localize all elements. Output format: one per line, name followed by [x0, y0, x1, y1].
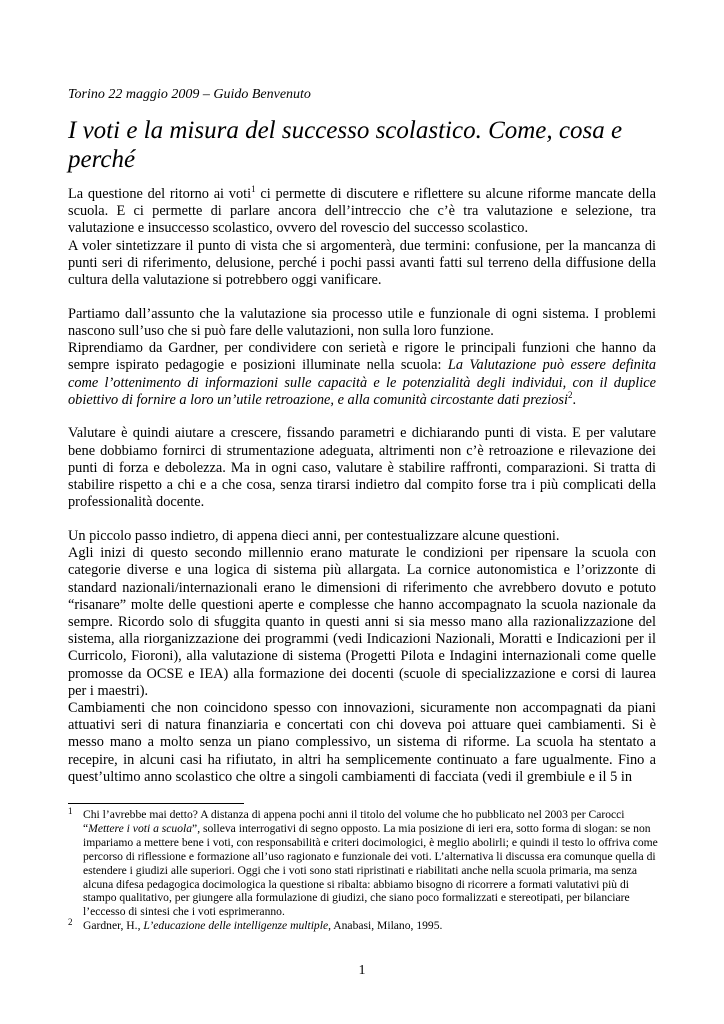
paragraph-1-sentence-a — [68, 186, 656, 238]
paragraph-4-text-c: Cambiamenti che non coincidono spesso con innovazioni, sicuramente non accompagnati da piani attuativi seri di natura finanziaria e concertati con chi doveva poi attuare quei cambiamenti. Si è messo mano a molto senza un piano complessivo, un sistema di riforme. La scuola ha stentato a recepire, in alcuni casi ha rifiutato, in altri ha semplicemente continuato a fare ugualmente. Fino a quest’ultimo anno scolastico che oltre a singoli cambiamenti di facciata (vedi il grembiule e il 5 in — [68, 699, 656, 785]
footnote-1-book-title: Mettere i voti a scuola — [88, 821, 193, 835]
paragraph-4-text-b: Agli inizi di questo secondo millennio erano maturate le condizioni per ripensare la scuola con categorie diverse e una logica di sistema più allargata. La cornice autonomistica e l’orizzonte di standard nazionali/internazionali erano le dimensioni di riferimento che avrebbero dovuto e potuto “risanare” molte delle questioni aperte e complesse che hanno accompagnato la scuola nazionale da sempre. Ricordo solo di sfuggita quanto in questi anni si sia messo mano alla razionalizzazione del sistema, alla riorganizzazione dei programmi (vedi Indicazioni Nazionali, Moratti e Indicazioni per il Curricolo, Fioroni), alla valutazione di sistema (Progetti Pilota e Indagini internazionali come quelle promosse da OCSE e IEA) alla formazione dei docenti (scuole di specializzazione e corsi di laurea per i maestri). — [68, 545, 656, 699]
paragraph-2 — [68, 306, 656, 409]
footnote-2-book-title: L’educazione delle intelligenze multiple — [143, 919, 329, 933]
paragraph-4 — [68, 528, 656, 786]
paragraph-2-text-b: Riprendiamo da Gardner, per condividere con serietà e rigore le principali funzioni che hanno da sempre ispirato pedagogie e posizioni illuminate nella scuola: — [68, 340, 656, 374]
document-page — [68, 86, 656, 803]
dateline: Torino 22 maggio 2009 – Guido Benvenuto — [68, 87, 311, 102]
footnote-1 — [68, 808, 660, 919]
footnote-1-text-a: Chi l’avrebbe mai detto? A distanza di appena pochi anni il titolo del volume che ho pubblicato nel 2003 per Carocci “ — [83, 808, 625, 835]
gardner-quote: La Valutazione può essere definita come l’ottenimento di informazioni sulle capacità e le potenzialità degli individui, con il duplice obiettivo di fornire a loro un’utile retroazione, e alla comunità circostante dati preziosi — [68, 357, 656, 408]
paragraph-1 — [68, 186, 656, 289]
footnote-1-number: 1 — [68, 806, 73, 816]
page-number: 1 — [358, 963, 366, 978]
page-title: I voti e la misura del successo scolastico. Come, cosa e perché — [68, 117, 623, 173]
footnote-ref-1[interactable]: 1 — [251, 184, 256, 195]
footnote-ref-2[interactable]: 2 — [568, 389, 573, 400]
paragraph-4-text-a: Un piccolo passo indietro, di appena dieci anni, per contestualizzare alcune questioni. — [68, 527, 560, 544]
paragraph-3: Valutare è quindi aiutare a crescere, fissando parametri e dichiarando punti di vista. E per valutare bene dobbiamo fornirci di strumentazione adeguata, altrimenti non c’è retroazione e rilevazione dei punti di forza e debolezza. Ma in ogni caso, valutare è stabilire raffronti, comparazioni. Si tratta di stabilire rispetto a chi e a che cosa, senza tirarsi indietro dal compito forse tra i più complicati della professionalità docente. — [68, 425, 656, 511]
footnote-2-text-a: Gardner, H., — [83, 919, 144, 933]
paragraph-1-text-c: A voler sintetizzare il punto di vista che si argomenterà, due termini: confusione, per la mancanza di punti seri di riferimento, delusione, perché i pochi passi avanti fatti sul terreno della diffusione della cultura della valutazione si potrebbero oggi vanificare. — [68, 237, 656, 289]
paragraph-2-sentence-b — [68, 340, 656, 409]
footnote-separator — [68, 803, 244, 804]
footnote-2-text-b: , Anabasi, Milano, 1995. — [328, 919, 443, 933]
footnote-2 — [68, 919, 660, 933]
paragraph-2-end: . — [572, 391, 577, 408]
paragraph-1-text-b: ci permette di discutere e riflettere su alcune riforme mancate della scuola. E ci permette di parlare ancora dell’intreccio che c’è tra valutazione e selezione, tra valutazione e insuccesso scolastico, ovvero del rovescio del successo scolastico. — [68, 186, 656, 237]
footnotes — [68, 808, 660, 933]
paragraph-2-text-a: Partiamo dall’assunto che la valutazione sia processo utile e funzionale di ogni sistema. I problemi nascono sull’uso che si può fare delle valutazioni, non sulla loro funzione. — [68, 305, 656, 339]
footnote-2-number: 2 — [68, 917, 73, 928]
paragraph-1-text-a: La questione del ritorno ai voti — [68, 186, 252, 202]
footnote-1-text-b: ”, solleva interrogativi di segno opposto. La mia posizione di ieri era, sotto forma di slogan: se non impariamo a mettere bene i voti, con responsabilità e criteri docimologici, è meglio abolirli; e quindi il testo lo offriva come percorso di riflessione e formazione all’uso ragionato e funzionale dei voti. L’alternativa li discussa era comunque quella di estendere i giudizi alle superiori. Oggi che i voti sono stati ripristinati e riabilitati anche nella scuola primaria, ma senza alcuna difesa pedagogica docimologica la questione si ribalta: abbiamo bisogno di ricorrere a formati valutativi più di stampo qualitativo, per giungere alla formulazione di giudizi, che siano poco formalizzati e stereotipati, per bilanciare l’eccesso di sintesi che i voti esprimeranno. — [83, 821, 658, 919]
